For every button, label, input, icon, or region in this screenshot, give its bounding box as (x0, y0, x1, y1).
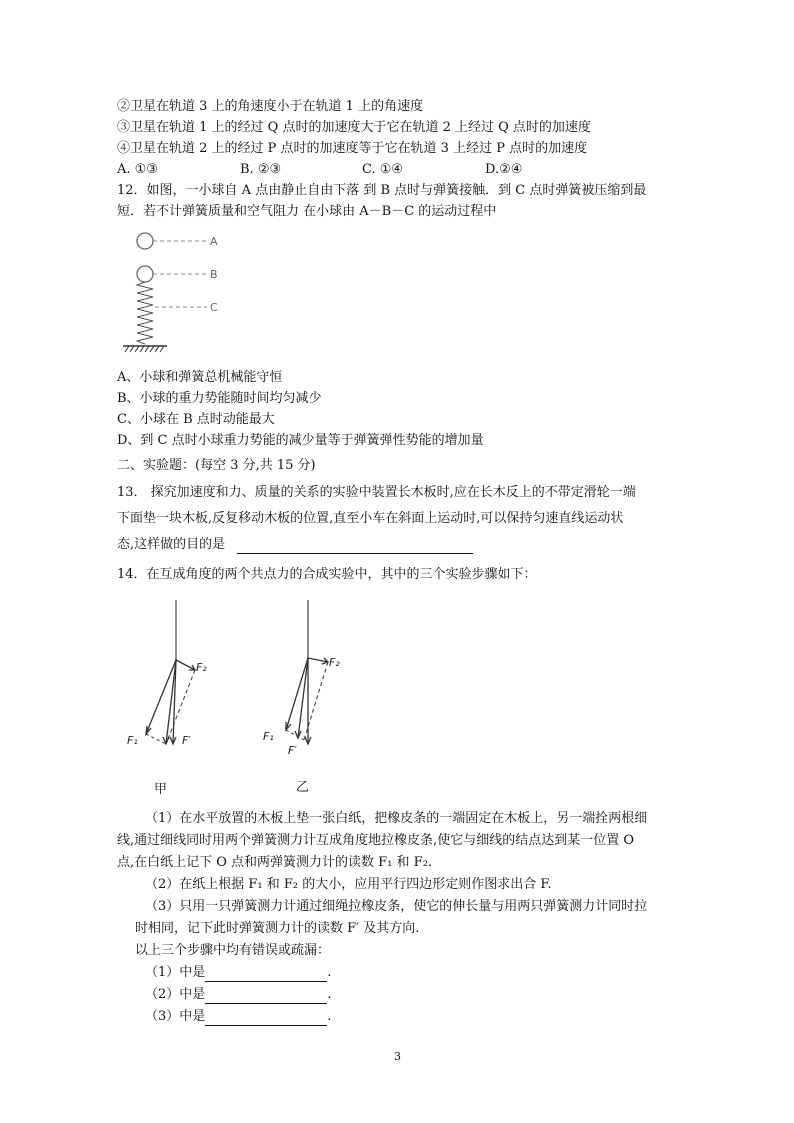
q14-intro: 14．在互成角度的两个共点力的合成实验中，其中的三个实验步骤如下： (117, 567, 537, 582)
section-2-heading: 二、实验题：(每空 3 分,共 15 分) (117, 458, 316, 473)
q14-step-1-line-2: 线,通过细线同时用两个弹簧测力计互成角度地拉橡皮条,使它与细线的结点达到某一位置 O (117, 833, 635, 848)
figure-jia-caption: 甲 (154, 782, 168, 797)
q11-statement-3: ③卫星在轨道 1 上的经过 Q 点时的加速度大于它在轨道 2 上经过 Q 点时的加速度 (117, 120, 591, 135)
q11-statement-4: ④卫星在轨道 2 上的经过 P 点时的加速度等于它在轨道 3 上经过 P 点时的加速度 (117, 141, 588, 156)
label-c: C (210, 301, 218, 314)
q14-step-1-line-3: 点,在白纸上记下 O 点和两弹簧测力计的读数 F₁ 和 F₂. (117, 855, 433, 870)
q12-stem-line-2: 短．若不计弹簧质量和空气阻力 在小球由 A－B－C 的运动过程中 (117, 204, 497, 219)
label-a: A (210, 235, 218, 248)
q12-option-a: A、小球和弹簧总机械能守恒 (117, 370, 283, 385)
ground-hatch-icon (125, 346, 164, 352)
q14-blank-row-3: （3）中是 . (145, 1009, 332, 1024)
q14-answer-blank-3[interactable] (205, 1011, 327, 1026)
q14-step-3-line-1: （3）只用一只弹簧测力计通过细绳拉橡皮条，使它的伸长量与用两只弹簧测力计同时拉 (145, 899, 648, 914)
page-number: 3 (394, 1050, 401, 1063)
figure-jia (120, 598, 230, 750)
jia-fprime-label: F′ (182, 734, 191, 747)
q13-line-3 (117, 536, 473, 554)
yi-f1-label: F₁ (263, 730, 274, 743)
ball-at-b (137, 266, 153, 282)
jia-f1-label: F₁ (127, 734, 138, 747)
q14-blank-3-label: （3）中是 (145, 1009, 206, 1024)
spring-icon (137, 282, 153, 344)
q14-blank-row-2: （2）中是 . (145, 987, 332, 1002)
q12-option-d: D、到 C 点时小球重力势能的减少量等于弹簧弹性势能的增加量 (117, 433, 484, 448)
q14-step-3-line-2: 时相同，记下此时弹簧测力计的读数 F′ 及其方向. (135, 921, 420, 936)
q11-option-a: A. ①③ (117, 162, 158, 177)
ball-at-a (137, 233, 153, 249)
q14-blank-row-1: （1）中是 . (145, 965, 332, 980)
yi-f2-label: F₂ (329, 656, 340, 669)
q12-stem-line-1: 12．如图，一小球自 A 点由静止自由下落 到 B 点时与弹簧接触．到 C 点时弹簧被压缩到最 (117, 183, 647, 198)
spring-ball-figure (115, 228, 235, 358)
yi-fprime-label: F′ (288, 744, 297, 757)
q14-step-1-line-1: （1）在水平放置的木板上垫一张白纸，把橡皮条的一端固定在木板上，另一端拴两根细 (145, 811, 648, 826)
q13-answer-blank[interactable] (237, 539, 473, 554)
figure-yi-caption: 乙 (296, 780, 310, 795)
q14-summary: 以上三个步骤中均有错误或疏漏： (135, 943, 331, 958)
q11-option-b: B. ②③ (240, 162, 282, 177)
q11-option-d: D.②④ (485, 162, 523, 177)
q13-line-1: 13． 探究加速度和力、质量的关系的实验中装置长木板时,应在长木反上的不带定滑轮一端 (117, 485, 636, 500)
figure-yi (258, 598, 368, 758)
q11-option-c: C. ①④ (362, 162, 404, 177)
q12-option-b: B、小球的重力势能随时间均匀减少 (117, 391, 322, 406)
label-b: B (210, 268, 218, 281)
q13-line-2: 下面垫一块木板,反复移动木板的位置,直至小车在斜面上运动时,可以保持匀速直线运动状 (117, 511, 624, 526)
q12-option-c: C、小球在 B 点时动能最大 (117, 412, 275, 427)
q14-blank-1-label: （1）中是 (145, 965, 206, 980)
q14-blank-2-label: （2）中是 (145, 987, 206, 1002)
q14-step-2: （2）在纸上根据 F₁ 和 F₂ 的大小，应用平行四边形定则作图求出合 F. (145, 877, 552, 892)
q14-answer-blank-2[interactable] (205, 989, 327, 1004)
jia-f2-label: F₂ (196, 661, 207, 674)
q11-statement-2: ②卫星在轨道 3 上的角速度小于在轨道 1 上的角速度 (117, 99, 424, 114)
q14-answer-blank-1[interactable] (205, 967, 327, 982)
q13-line-3-text: 态,这样做的目的是 (117, 537, 226, 552)
